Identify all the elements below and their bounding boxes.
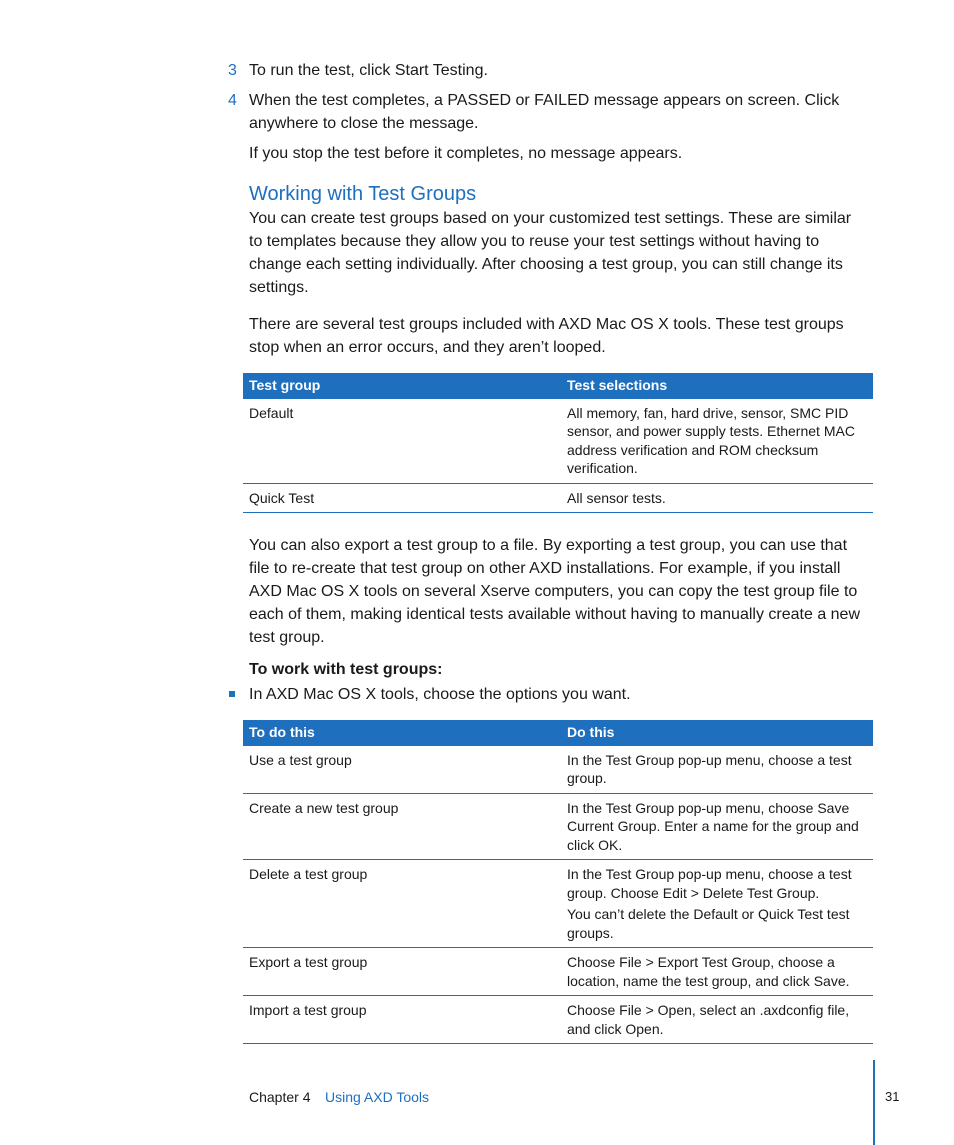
table-row bbox=[243, 860, 873, 948]
task-name: Delete a test group bbox=[243, 860, 561, 948]
table-header-row bbox=[243, 720, 873, 746]
task-name: Export a test group bbox=[243, 948, 561, 996]
step-text: When the test completes, a PASSED or FAILED message appears on screen. Click anywhere to close the message. bbox=[249, 92, 840, 132]
bullet-square-icon bbox=[229, 691, 235, 697]
task-action bbox=[561, 996, 873, 1044]
column-header-test-group: Test group bbox=[243, 373, 561, 399]
export-paragraph: You can also export a test group to a file. By exporting a test group, you can use that file to re-create that test group on other AXD installations. For example, if you install AXD Mac OS X tools on several Xserve computers, you can copy the test group file to each of them, making identical tests available without having to manually create a new test group. bbox=[249, 537, 861, 646]
table-row bbox=[243, 996, 873, 1044]
page-number: 31 bbox=[885, 1089, 900, 1104]
task-action bbox=[561, 860, 873, 948]
table-row bbox=[243, 746, 873, 794]
test-selections: All sensor tests. bbox=[561, 483, 873, 513]
table-row bbox=[243, 483, 873, 513]
footer-chapter-label: Chapter 4 bbox=[249, 1089, 311, 1105]
task-action-text: In the Test Group pop-up menu, choose a test group. Choose Edit > Delete Test Group. bbox=[567, 866, 852, 901]
intro-paragraph-1: You can create test groups based on your customized test settings. These are similar to templates because they allow you to reuse your test settings without having to change each setting individually. After choosing a test group, you can still change its settings. bbox=[249, 210, 852, 296]
table-header-row bbox=[243, 373, 873, 399]
section-heading: Working with Test Groups bbox=[249, 183, 477, 205]
task-action bbox=[561, 746, 873, 794]
task-name: Use a test group bbox=[243, 746, 561, 794]
intro-paragraph-2: There are several test groups included with AXD Mac OS X tools. These test groups stop when an error occurs, and they aren’t looped. bbox=[249, 316, 844, 356]
table-row bbox=[243, 793, 873, 860]
after-steps-note: If you stop the test before it completes, no message appears. bbox=[249, 145, 683, 162]
test-selections: All memory, fan, hard drive, sensor, SMC PID sensor, and power supply tests. Ethernet MAC address verification and ROM checksum verification. bbox=[561, 399, 873, 484]
task-heading: To work with test groups: bbox=[249, 661, 443, 678]
table-row bbox=[243, 399, 873, 484]
footer-divider bbox=[873, 1060, 875, 1145]
task-name: Create a new test group bbox=[243, 793, 561, 860]
test-group-name: Quick Test bbox=[243, 483, 561, 513]
tasks-table bbox=[243, 720, 873, 1044]
task-action-text: Choose File > Export Test Group, choose a location, name the test group, and click Save. bbox=[567, 954, 850, 989]
task-action-text: In the Test Group pop-up menu, choose a test group. bbox=[567, 751, 852, 786]
step-number: 3 bbox=[228, 62, 237, 79]
step-text: To run the test, click Start Testing. bbox=[249, 62, 488, 79]
task-name: Import a test group bbox=[243, 996, 561, 1044]
step-number: 4 bbox=[228, 92, 237, 109]
column-header-do-this: Do this bbox=[561, 720, 873, 746]
task-action bbox=[561, 948, 873, 996]
task-action-text: Choose File > Open, select an .axdconfig file, and click Open. bbox=[567, 1002, 850, 1037]
bullet-text: In AXD Mac OS X tools, choose the options you want. bbox=[249, 686, 631, 703]
column-header-test-selections: Test selections bbox=[561, 373, 873, 399]
task-action bbox=[561, 793, 873, 860]
task-action-note: You can’t delete the Default or Quick Test test groups. bbox=[567, 906, 850, 941]
task-action-text: In the Test Group pop-up menu, choose Save Current Group. Enter a name for the group and click OK. bbox=[567, 799, 859, 853]
table-row bbox=[243, 948, 873, 996]
column-header-to-do-this: To do this bbox=[243, 720, 561, 746]
test-groups-table bbox=[243, 373, 873, 513]
test-group-name: Default bbox=[243, 399, 561, 484]
footer-chapter-title[interactable]: Using AXD Tools bbox=[325, 1089, 430, 1105]
